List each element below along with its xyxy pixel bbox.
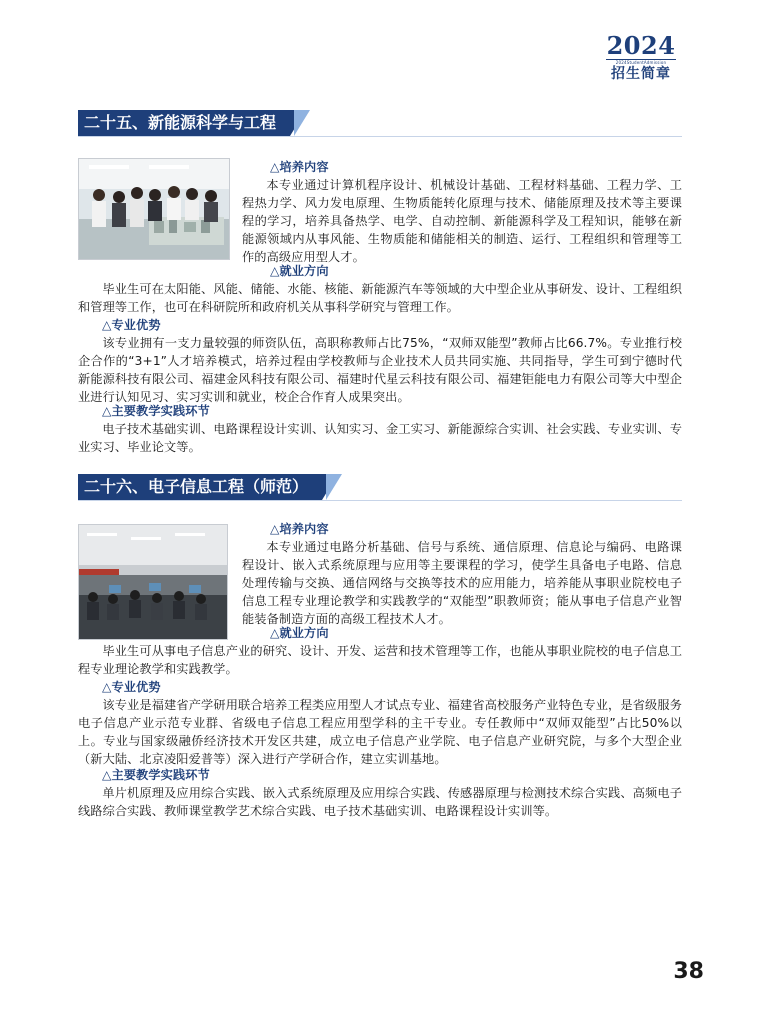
section-26-divider [78, 500, 682, 501]
section-26-advantage-heading: △专业优势 [102, 680, 161, 694]
section-26-practice-block [102, 766, 682, 784]
section-25-photo [78, 158, 230, 260]
banner-accent-shape [294, 110, 310, 136]
section-25-employment-block [270, 262, 682, 280]
section-25-advantage-block [102, 316, 682, 334]
logo-subtitle-cn: 招生简章 [611, 66, 671, 82]
section-26-title: 二十六、电子信息工程（师范） [78, 474, 322, 500]
section-25-practice-heading: △主要教学实践环节 [102, 404, 210, 418]
section-25-employment-heading: △就业方向 [270, 264, 329, 278]
page-number: 38 [673, 959, 704, 984]
section-26-banner [78, 474, 342, 500]
section-25-employment-text: 毕业生可在太阳能、风能、储能、水能、核能、新能源汽车等领域的大中型企业从事研发、设计、工程组织和管理等工作，也可在科研院所和政府机关从事科学研究与管理工作。 [78, 282, 682, 314]
section-25-advantage-heading: △专业优势 [102, 318, 161, 332]
section-26-training-block [270, 520, 682, 538]
section-25-banner [78, 110, 310, 136]
section-25-training-heading: △培养内容 [270, 160, 329, 174]
section-26-advantage-block [102, 678, 682, 696]
section-26-training-text: 本专业通过电路分析基础、信号与系统、通信原理、信息论与编码、电路课程设计、嵌入式系统原理与应用等主要课程的学习，使学生具备电子电路、信息处理传输与交换、通信网络与交换等技术的应用能力，培养能从事职业院校电子信息工程专业理论教学和实践教学的“双能型”职教师资；能从事电子信息产业智能装备制造方面的高级工程技术人才。 [242, 540, 682, 626]
section-26-practice-heading: △主要教学实践环节 [102, 768, 210, 782]
section-26-employment-text: 毕业生可从事电子信息产业的研究、设计、开发、运营和技术管理等工作，也能从事职业院校的电子信息工程专业理论教学和实践教学。 [78, 644, 682, 676]
section-25-title: 二十五、新能源科学与工程 [78, 110, 290, 136]
section-26-advantage-text: 该专业是福建省产学研用联合培养工程类应用型人才试点专业、福建省高校服务产业特色专业，是省级服务电子信息产业示范专业群、省级电子信息工程应用型学科的主干专业。专任教师中“双师双能型”占比50%以上。专业与国家级融侨经济技术开发区共建，成立电子信息产业学院、电子信息产业研究院，与多个大型企业（新大陆、北京凌阳爱普等）深入进行产学研合作，建立实训基地。 [78, 698, 682, 766]
section-26-training-heading: △培养内容 [270, 522, 329, 536]
section-25-practice-block [102, 402, 682, 420]
section-25-advantage-text: 该专业拥有一支力量较强的师资队伍，高职称教师占比75%，“双师双能型”教师占比66.7%。专业推行校企合作的“3+1”人才培养模式，培养过程由学校教师与企业技术人员共同实施、共同指导，学生可到宁德时代新能源科技有限公司、福建金风科技有限公司、福建时代星云科技有限公司、福建钜能电力有限公司等大中型企业进行认知见习、实习实训和就业，校企合作育人成果突出。 [78, 336, 682, 404]
section-26-practice-text: 单片机原理及应用综合实践、嵌入式系统原理及应用综合实践、传感器原理与检测技术综合实践、高频电子线路综合实践、教师课堂教学艺术综合实践、电子技术基础实训、电路课程设计实训等。 [78, 786, 682, 818]
section-26-photo [78, 524, 228, 640]
brochure-logo [606, 31, 676, 82]
section-25-divider [78, 136, 682, 137]
section-25-practice-text: 电子技术基础实训、电路课程设计实训、认知实习、金工实习、新能源综合实训、社会实践、专业实训、专业实习、毕业论文等。 [78, 422, 682, 454]
banner-accent-shape [326, 474, 342, 500]
section-26-employment-heading: △就业方向 [270, 626, 329, 640]
logo-year: 2024 [606, 31, 676, 60]
section-26-employment-block [270, 624, 682, 642]
logo-subtitle-en: 2024StudentAdmission [606, 59, 676, 66]
section-25-training-text: 本专业通过计算机程序设计、机械设计基础、工程材料基础、工程力学、工程热力学、风力发电原理、生物质能转化原理与技术、储能原理及技术等主要课程的学习，培养具备热学、电学、自动控制、新能源科学及工程知识，能够在新能源领域内从事风能、生物质能和储能相关的制造、运行、工程组织和管理等工作的高级应用型人才。 [242, 178, 682, 264]
section-25-training-block [270, 158, 682, 176]
